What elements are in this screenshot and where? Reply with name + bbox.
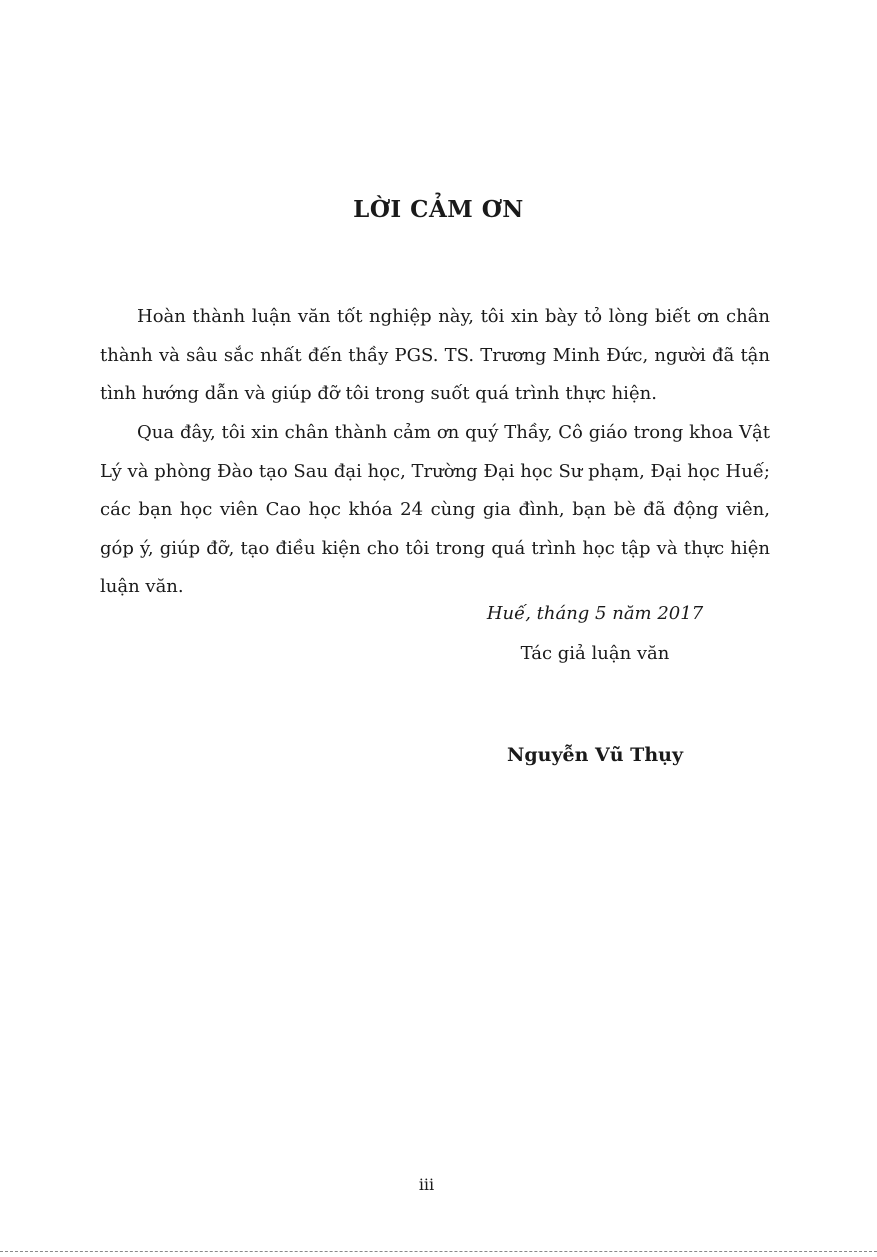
paragraph-2-container [100, 414, 770, 607]
paragraph-1: Hoàn thành luận văn tốt nghiệp này, tôi xin bày tỏ lòng biết ơn chân thành và sâu sắc nhất đến thầy PGS. TS. Trương Minh Đức, người đã tận tình hướng dẫn và giúp đỡ tôi trong suốt quá trình thực hiện. [100, 306, 770, 404]
page-number: iii [418, 1175, 435, 1194]
page-bottom-divider [0, 1251, 877, 1252]
paragraph-2: Qua đây, tôi xin chân thành cảm ơn quý Thầy, Cô giáo trong khoa Vật Lý và phòng Đào tạo Sau đại học, Trường Đại học Sư phạm, Đại học Huế; các bạn học viên Cao học khóa 24 cùng gia đình, bạn bè đã động viên, góp ý, giúp đỡ, tạo điều kiện cho tôi trong quá trình học tập và thực hiện luận văn. [100, 422, 770, 597]
place-date: Huế, tháng 5 năm 2017 [486, 603, 704, 624]
author-name: Nguyễn Vũ Thụy [506, 744, 683, 766]
paragraph-1-container [100, 298, 770, 414]
page-title: LỜI CẢM ƠN [353, 196, 524, 223]
author-role: Tác giả luận văn [520, 643, 670, 664]
